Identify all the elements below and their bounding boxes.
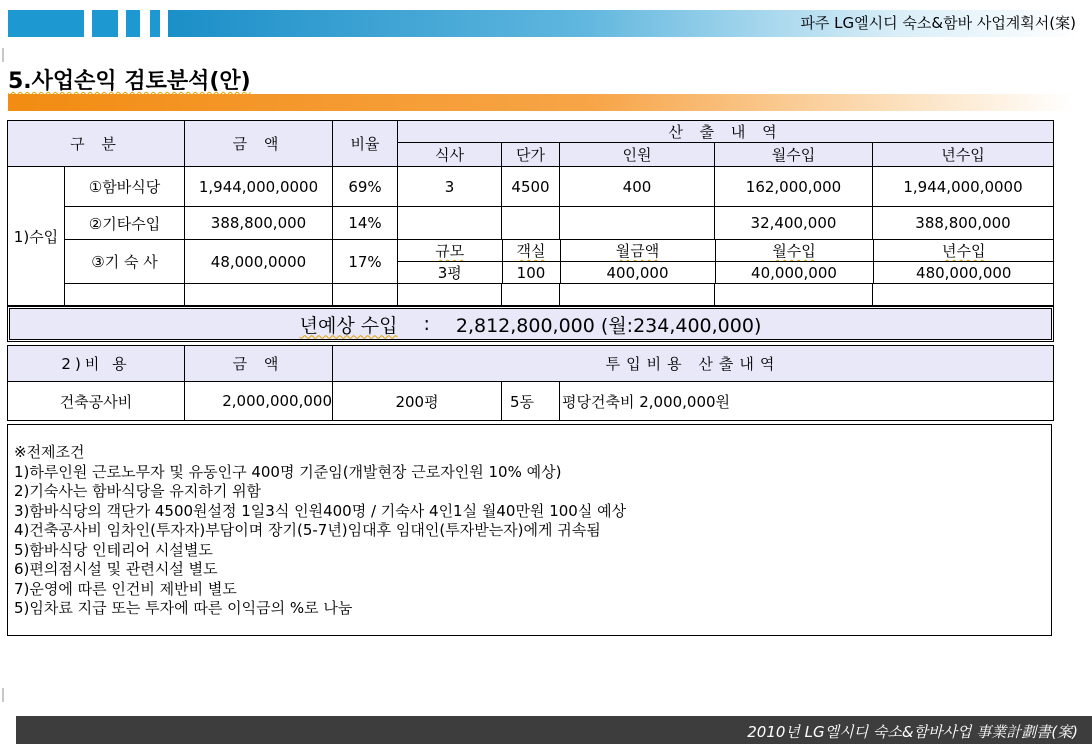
row-ratio: 14% [333,207,398,240]
annual-income-summary [7,306,1054,342]
header-ratio: 비율 [333,121,398,167]
cost-header-calc: 투입비용 산출내역 [333,346,1054,382]
header-unit-price: 단가 [502,143,560,167]
row-amount: 48,000,0000 [185,240,333,284]
empty-cell [715,284,873,306]
header-headcount: 인원 [560,143,715,167]
section-title [8,64,251,95]
cost-header-category: 2)비 용 [8,346,185,382]
empty-cell [560,284,715,306]
row-name: ①함바식당 [65,167,185,207]
left-edge-mark [2,688,4,702]
precondition-line: 5)함바식당 인테리어 시설별도 [14,540,213,559]
empty-cell [185,284,333,306]
dorm-annual-income: 480,000,000 [873,262,1054,284]
row-headcount: 400 [560,167,715,207]
dorm-breakdown [398,240,1054,284]
precondition-line: 1)하루인원 근로노무자 및 유동인구 400명 기준임(개발현장 근로자인원 10% 예상) [14,462,562,481]
cost-row-area: 200평 [333,382,502,421]
empty-cell [65,284,185,306]
precondition-line: 7)운영에 따른 인건비 제반비 별도 [14,579,237,598]
precondition-line: 4)건축공사비 임차인(투자자)부담이며 장기(5-7년)임대후 임대인(투자받는자)에게 귀속됨 [14,521,601,539]
section-title-text: 5.사업손익 검토분석(안) [8,69,251,94]
dorm-scale: 3평 [437,264,462,282]
cost-table [7,345,1054,421]
header-annual-income: 년수입 [873,143,1054,167]
header-category: 구 분 [8,121,185,167]
revenue-table [7,120,1054,306]
preconditions-title: ※전제조건 [14,443,85,461]
cost-row-name: 건축공사비 [8,382,185,421]
row-unit-price: 4500 [502,167,560,207]
footer-text: 2010년 LG엘시디 숙소&함바사업 事業計劃書(案) [747,723,1078,741]
row-meals: 3 [398,167,502,207]
dorm-header-monthly-income: 월수입 [715,240,873,262]
group-label-income: 1)수입 [8,167,65,306]
row-name: ③기 숙 사 [65,240,185,284]
dorm-rooms: 100 [502,262,560,284]
summary-value: 2,812,800,000 (월:234,400,000) [455,314,762,337]
document-title: 파주 LG엘시디 숙소&함바 사업계획서(案) [800,14,1076,32]
empty-cell [398,284,502,306]
section-underline-bar [8,94,1074,111]
dorm-subtable [398,240,1054,283]
row-name: ②기타수입 [65,207,185,240]
precondition-line: 2)기숙사는 함바식당을 유지하기 위함 [14,482,262,500]
precondition-line: 5)임차료 지급 또는 투자에 따른 이익금의 %로 나눔 [14,599,353,617]
header-block-3 [126,10,140,37]
preconditions-box [7,424,1052,636]
header-amount: 금 액 [185,121,333,167]
precondition-line: 6)편의점시설 및 관련시설 별도 [14,560,218,578]
dorm-header-rooms: 객실 [502,240,560,262]
dorm-monthly-income: 40,000,000 [715,262,873,284]
row-headcount [560,207,715,240]
header-block-4 [150,10,160,37]
dorm-monthly-fee: 400,000 [560,262,715,284]
cost-row-buildings: 5동 [502,382,560,421]
precondition-line: 3)함바식당의 객단가 4500원설정 1일3식 인원400명 / 기숙사 4인1실 월40만원 100실 예상 [14,501,627,520]
header-block-1 [8,10,84,37]
summary-colon: : [423,313,430,335]
empty-cell [333,284,398,306]
header-meals: 식사 [398,143,502,167]
cost-row-amount: 2,000,000,000 [185,382,333,421]
row-unit-price [502,207,560,240]
dorm-header-monthly-fee: 월금액 [560,240,715,262]
row-annual: 1,944,000,0000 [873,167,1054,207]
cost-header-amount: 금 액 [185,346,333,382]
cost-row-detail: 평당건축비 2,000,000원 [560,382,1054,421]
summary-label: 년예상 수입 [299,314,398,337]
row-annual: 388,800,000 [873,207,1054,240]
dorm-header-scale: 규모 [398,240,502,262]
empty-cell [873,284,1054,306]
row-ratio: 69% [333,167,398,207]
row-ratio: 17% [333,240,398,284]
dorm-header-annual-income: 년수입 [873,240,1054,262]
left-edge-mark [2,48,4,62]
row-amount: 388,800,000 [185,207,333,240]
row-amount: 1,944,000,0000 [185,167,333,207]
row-monthly: 32,400,000 [715,207,873,240]
header-block-2 [92,10,118,37]
header-monthly-income: 월수입 [715,143,873,167]
row-monthly: 162,000,000 [715,167,873,207]
row-meals [398,207,502,240]
empty-cell [502,284,560,306]
footer-bar [16,716,1092,744]
header-calc: 산 출 내 역 [398,121,1054,143]
